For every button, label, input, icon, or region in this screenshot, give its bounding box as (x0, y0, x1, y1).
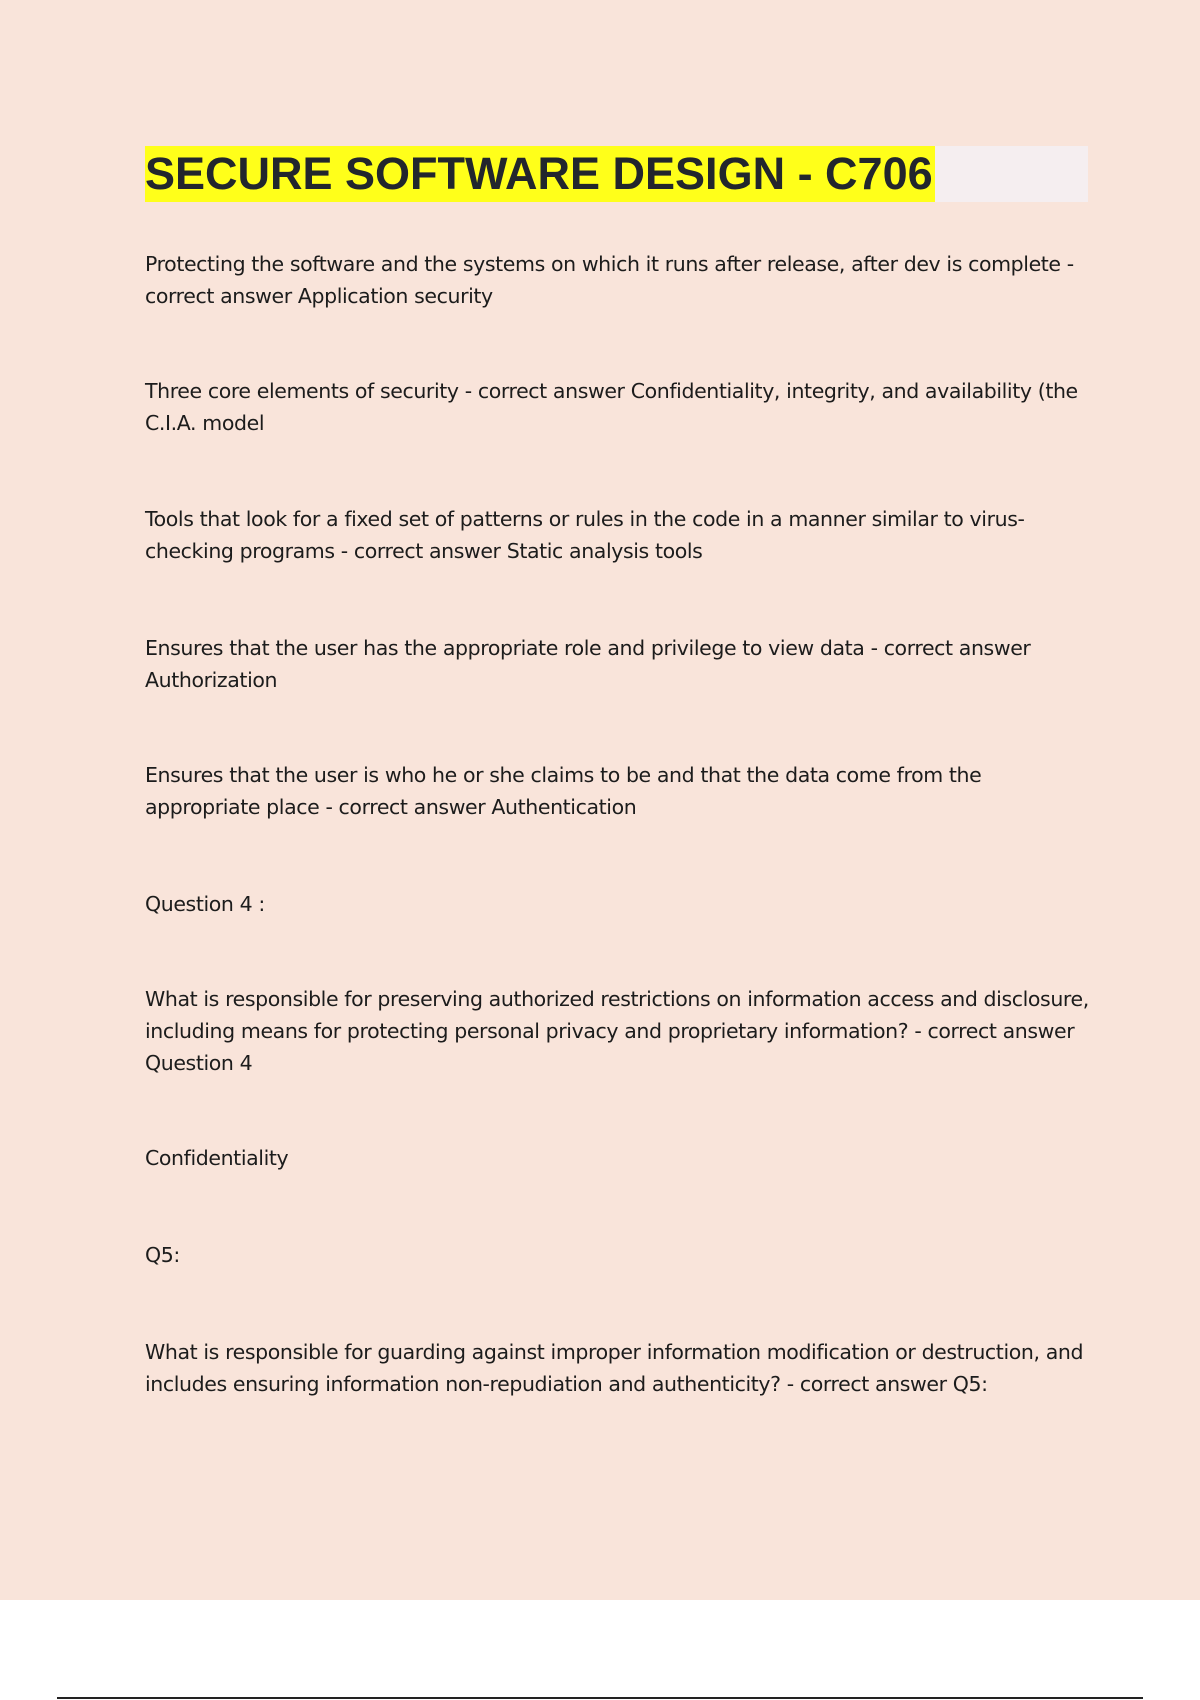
paragraph: Three core elements of security - correct answer Confidentiality, integrity, and availability (the C.I.A. model (145, 379, 1078, 435)
paragraph: Tools that look for a fixed set of patterns or rules in the code in a manner similar to virus-checking programs - correct answer Static analysis tools (145, 507, 1025, 563)
document-title: SECURE SOFTWARE DESIGN - C706 (145, 146, 935, 202)
paragraph: Ensures that the user has the appropriate role and privilege to view data - correct answer Authorization (145, 636, 1031, 692)
footer-divider (57, 1697, 1143, 1699)
paragraph: Protecting the software and the systems on which it runs after release, after dev is complete - correct answer Application security (145, 252, 1074, 308)
paragraph: Question 4 : (145, 892, 265, 916)
paragraph: Ensures that the user is who he or she claims to be and that the data come from the appropriate place - correct answer Authentication (145, 763, 982, 819)
paragraph: What is responsible for guarding against improper information modification or destruction, and includes ensuring information non-repudiation and authenticity? - correct answer Q5: (145, 1340, 1084, 1396)
paragraph: Confidentiality (145, 1146, 289, 1170)
paragraph: Q5: (145, 1243, 180, 1267)
paragraph: What is responsible for preserving authorized restrictions on information access and disclosure, including means for protecting personal privacy and proprietary information? - correct answer Question 4 (145, 987, 1089, 1075)
